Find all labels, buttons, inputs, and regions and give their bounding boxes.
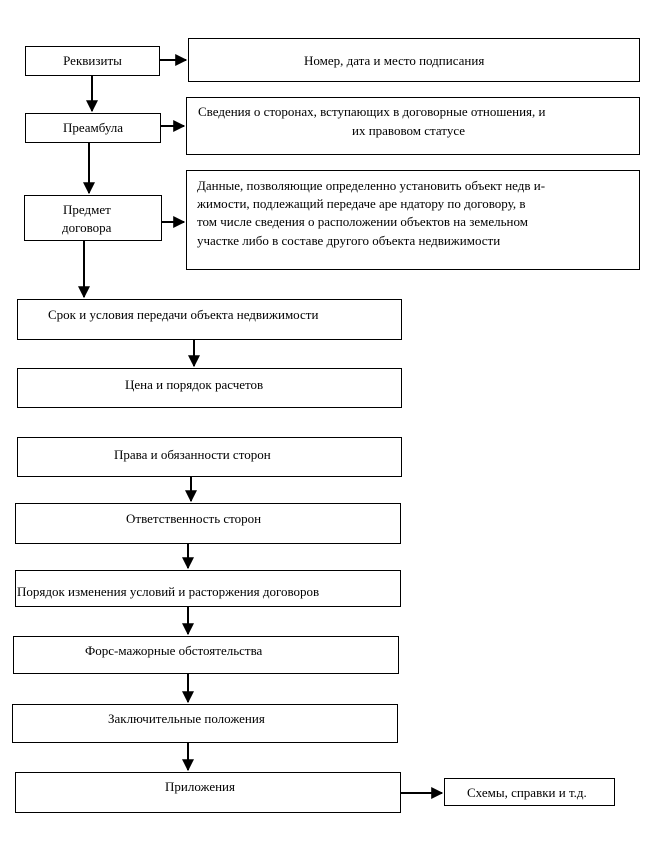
rights-label: Права и обязанности сторон — [114, 447, 271, 462]
preamble-detail-line-2: их правовом статусе — [352, 123, 466, 138]
liability-box — [15, 503, 401, 544]
appendix-detail-box — [444, 778, 615, 806]
requisites-detail-text: Номер, дата и место подписания — [304, 53, 485, 68]
appendix-label: Приложения — [165, 779, 235, 794]
subject-box — [24, 195, 162, 241]
subject-detail-line-2: жимости, подлежащий передаче аре ндатору по договору, в — [197, 196, 526, 211]
appendix-detail-text: Схемы, справки и т.д. — [467, 785, 587, 800]
final-label: Заключительные положения — [108, 711, 265, 726]
requisites-box — [25, 46, 160, 76]
change-label: Порядок изменения условий и расторжения договоров — [17, 584, 320, 599]
subject-label-line-1: Предмет — [63, 202, 111, 217]
preamble-detail-line-1: Сведения о сторонах, вступающих в договорные отношения, и — [198, 104, 546, 119]
preamble-detail-box — [186, 97, 640, 155]
rights-box — [17, 437, 402, 477]
subject-detail-box — [186, 170, 640, 270]
term-label: Срок и условия передачи объекта недвижимости — [48, 307, 319, 322]
liability-label: Ответственность сторон — [126, 511, 262, 526]
price-label: Цена и порядок расчетов — [125, 377, 264, 392]
subject-label-line-2: договора — [62, 220, 112, 235]
force-label: Форс-мажорные обстоятельства — [85, 643, 263, 658]
subject-detail-line-1: Данные, позволяющие определенно установить объект недв и- — [197, 178, 546, 193]
requisites-label: Реквизиты — [63, 53, 122, 68]
term-box — [17, 299, 402, 340]
preamble-label: Преамбула — [62, 120, 124, 135]
subject-detail-line-4: участке либо в составе другого объекта недвижимости — [197, 233, 501, 248]
force-box — [13, 636, 399, 674]
final-box — [12, 704, 398, 743]
subject-detail-line-3: том числе сведения о расположении объектов на земельном — [197, 214, 528, 229]
appendix-box — [15, 772, 401, 813]
preamble-box — [25, 113, 161, 143]
change-box — [15, 570, 401, 607]
price-box — [17, 368, 402, 408]
requisites-detail-box — [188, 38, 640, 82]
